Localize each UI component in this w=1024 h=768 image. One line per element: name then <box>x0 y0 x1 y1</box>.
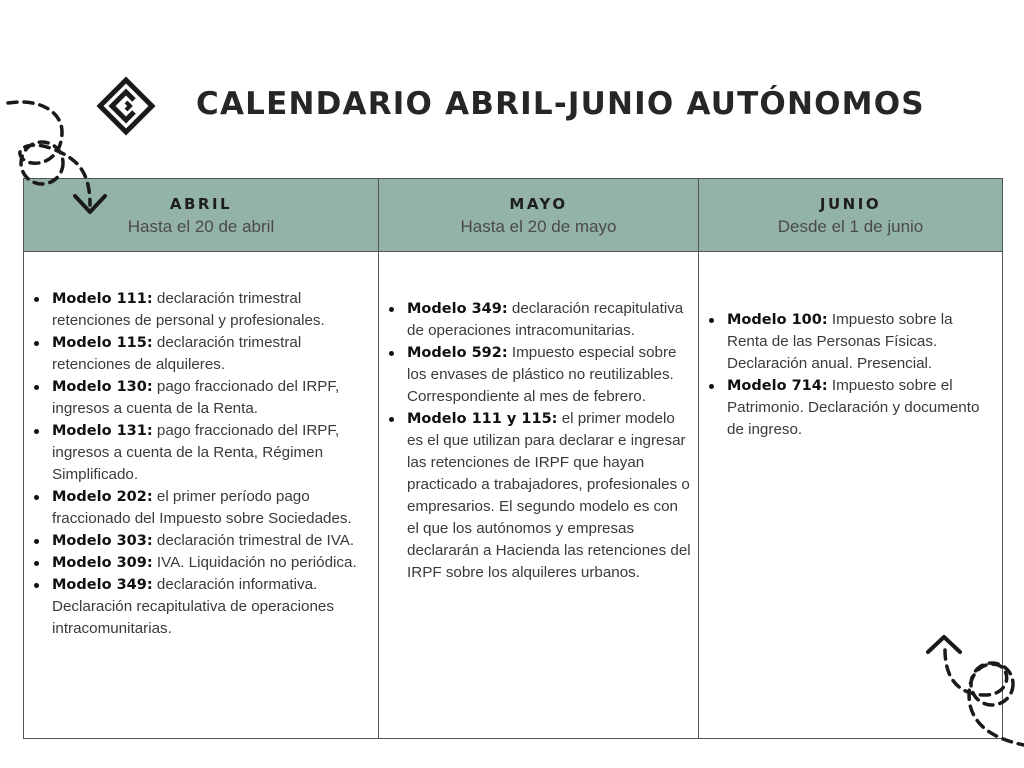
mayo-list <box>379 252 698 584</box>
month-deadline: Hasta el 20 de mayo <box>460 217 617 236</box>
content-row <box>24 252 1003 739</box>
list-item <box>407 342 692 408</box>
model-description: declaración trimestral de IVA. <box>152 532 355 549</box>
list-item <box>52 486 372 530</box>
month-deadline: Hasta el 20 de abril <box>127 217 275 236</box>
model-description: Impuesto sobre el Patrimonio. Declaración y documento de ingreso. <box>727 377 980 438</box>
list-item <box>727 375 996 441</box>
model-description: declaración recapitulativa de operaciones intracomunitarias. <box>407 300 684 339</box>
model-name: Modelo 303: <box>52 533 153 549</box>
list-item <box>52 332 372 376</box>
model-name: Modelo 100: <box>727 312 828 328</box>
abril-cell <box>24 252 379 739</box>
model-description: el primer modelo es el que utilizan para declarar e ingresar las retenciones de IRPF que hayan practicado a trabajadores, profesionales o empresarios. El segundo modelo es con el que los autónomos y empresas declararán a Hacienda las retenciones del IRPF sobre los alquileres urbanos. <box>407 410 691 581</box>
header-cell-junio <box>699 179 1003 252</box>
model-name: Modelo 309: <box>52 555 153 571</box>
junio-cell <box>699 252 1003 739</box>
abril-list <box>24 252 378 640</box>
list-item <box>407 298 692 342</box>
model-description: el primer período pago fraccionado del Impuesto sobre Sociedades. <box>52 488 352 527</box>
model-description: Impuesto especial sobre los envases de plástico no reutilizables. Correspondiente al mes de febrero. <box>407 344 677 405</box>
month-label: ABRIL <box>169 195 233 213</box>
model-description: declaración informativa. Declaración recapitulativa de operaciones intracomunitarias. <box>52 576 334 637</box>
model-name: Modelo 202: <box>52 489 153 505</box>
list-item <box>52 288 372 332</box>
model-name: Modelo 131: <box>52 423 153 439</box>
calendar-table <box>23 178 1003 739</box>
page-title: CALENDARIO ABRIL-JUNIO AUTÓNOMOS <box>196 86 925 122</box>
header-cell-mayo <box>379 179 699 252</box>
list-item <box>52 376 372 420</box>
header-cell-abril <box>24 179 379 252</box>
header-row <box>24 179 1003 252</box>
model-description: IVA. Liquidación no periódica. <box>152 554 357 571</box>
list-item <box>52 552 372 574</box>
model-name: Modelo 130: <box>52 379 153 395</box>
logo-icon <box>96 76 156 136</box>
model-name: Modelo 111: <box>52 291 153 307</box>
junio-list <box>699 252 1002 441</box>
model-description: Impuesto sobre la Renta de las Personas Físicas. Declaración anual. Presencial. <box>727 311 953 372</box>
month-label: JUNIO <box>819 195 882 213</box>
model-description: pago fraccionado del IRPF, ingresos a cuenta de la Renta, Régimen Simplificado. <box>52 422 340 483</box>
list-item <box>52 530 372 552</box>
model-name: Modelo 111 y 115: <box>407 411 558 427</box>
model-description: declaración trimestral retenciones de alquileres. <box>52 334 302 373</box>
list-item <box>727 309 996 375</box>
model-description: pago fraccionado del IRPF, ingresos a cuenta de la Renta. <box>52 378 340 417</box>
list-item <box>52 574 372 640</box>
model-name: Modelo 115: <box>52 335 153 351</box>
model-name: Modelo 349: <box>407 301 508 317</box>
model-description: declaración trimestral retenciones de personal y profesionales. <box>52 290 325 329</box>
model-name: Modelo 592: <box>407 345 508 361</box>
model-name: Modelo 349: <box>52 577 153 593</box>
model-name: Modelo 714: <box>727 378 828 394</box>
month-deadline: Desde el 1 de junio <box>777 217 924 236</box>
list-item <box>407 408 692 584</box>
month-label: MAYO <box>509 195 568 213</box>
list-item <box>52 420 372 486</box>
mayo-cell <box>379 252 699 739</box>
